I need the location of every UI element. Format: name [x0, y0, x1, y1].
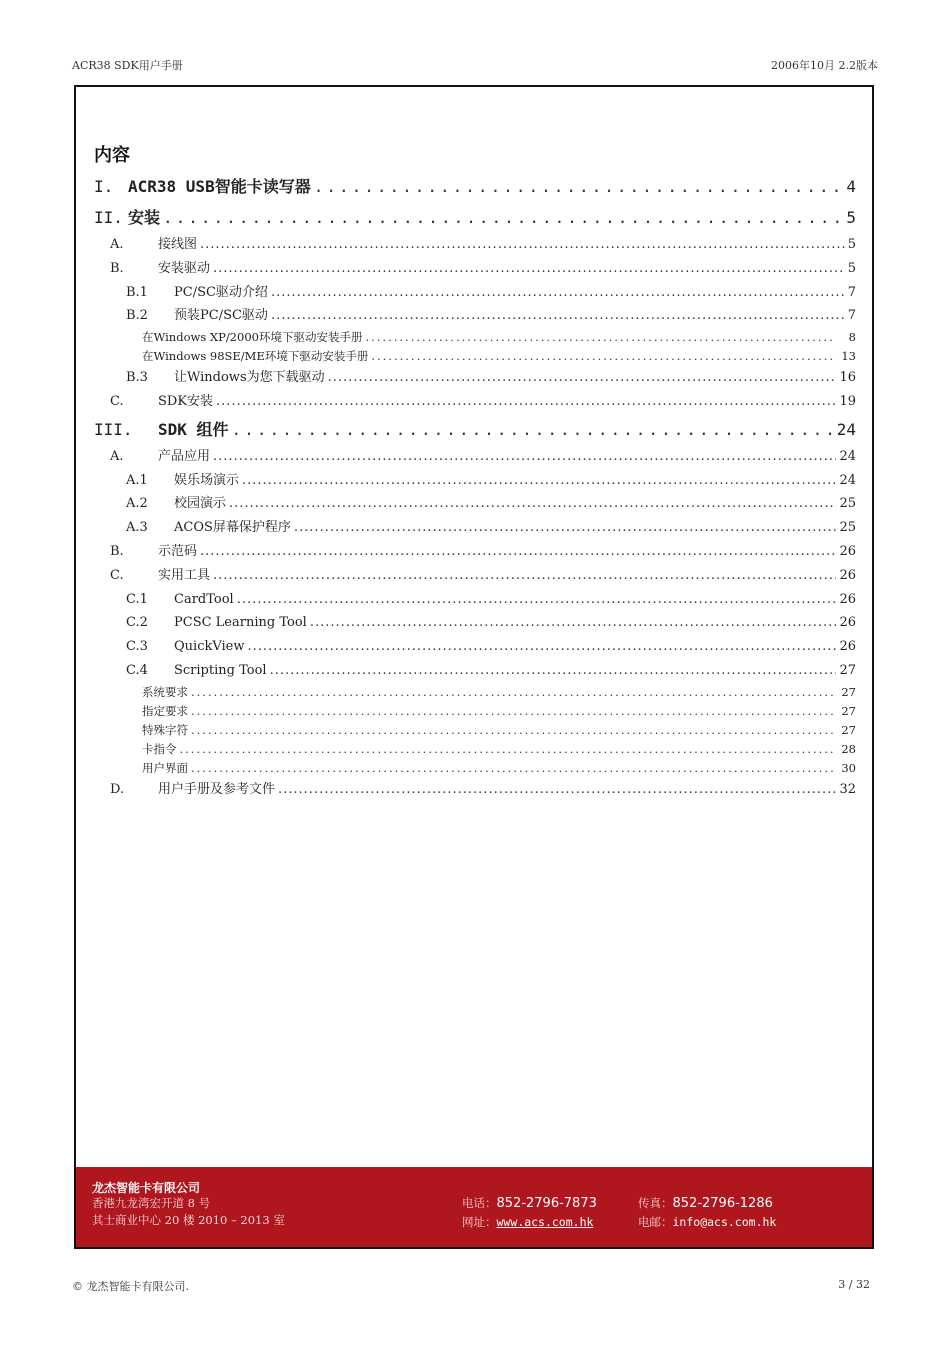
- toc-leader-dots: [371, 347, 835, 366]
- email-address[interactable]: info@acs.com.hk: [672, 1215, 777, 1229]
- toc-entry-text: 让Windows为您下载驱动: [174, 370, 325, 386]
- toc-entry-number: B.2: [126, 308, 148, 324]
- web-line: [462, 1214, 593, 1230]
- company-name: 龙杰智能卡有限公司: [92, 1181, 201, 1195]
- toc-leader-dots: [237, 588, 837, 612]
- toc-entry-page: 26: [839, 543, 856, 559]
- toc-entry[interactable]: [94, 281, 856, 305]
- toc-leader-dots: [163, 202, 843, 233]
- toc-entry-text: Scripting Tool: [174, 662, 267, 678]
- toc-leader-dots: [200, 233, 845, 257]
- toc-leader-dots: [270, 659, 837, 683]
- toc-entry-number: A.3: [126, 520, 148, 536]
- toc-leader-dots: [328, 366, 837, 390]
- toc-entry[interactable]: [94, 202, 856, 233]
- toc-entry[interactable]: [94, 366, 856, 390]
- page-frame: [74, 85, 874, 1249]
- toc-entry-number: C.3: [126, 639, 148, 655]
- toc-entry-text: 实用工具: [158, 567, 211, 583]
- toc-entry-page: 5: [847, 237, 856, 252]
- toc-entry-page: 28: [841, 741, 856, 756]
- company-address-line2: 其士商业中心 20 楼 2010 – 2013 室: [92, 1213, 285, 1227]
- toc-entry-text: ACR38 USB智能卡读写器: [128, 177, 311, 196]
- toc-entry[interactable]: [94, 492, 856, 516]
- toc-entry[interactable]: [94, 469, 856, 493]
- header-document-title: ACR38 SDK用户手册: [72, 59, 183, 72]
- toc-leader-dots: [191, 759, 835, 778]
- toc-entry-page: 27: [841, 722, 856, 737]
- toc-entry-text: 娱乐场演示: [174, 472, 240, 488]
- toc-entry-page: 30: [841, 760, 856, 775]
- toc-entry[interactable]: [94, 171, 856, 202]
- toc-entry-number: II.: [94, 208, 123, 227]
- toc-entry-text: 指定要求: [142, 703, 188, 718]
- toc-entry-number: III.: [94, 419, 133, 439]
- toc-entry-page: 32: [839, 781, 856, 797]
- fax-label: 传真：: [638, 1196, 673, 1210]
- toc-leader-dots: [191, 721, 835, 740]
- toc-leader-dots: [365, 328, 835, 347]
- toc-entry-page: 4: [846, 177, 856, 196]
- toc-leader-dots: [200, 540, 836, 564]
- toc-entry-text: CardTool: [174, 591, 234, 607]
- toc-entry-text: 系统要求: [142, 684, 188, 699]
- toc-entry-page: 13: [841, 349, 856, 364]
- toc-entry-text: PC/SC驱动介绍: [174, 284, 268, 300]
- toc-entry-page: 5: [847, 260, 856, 276]
- toc-leader-dots: [213, 445, 836, 469]
- toc-entry-page: 25: [839, 520, 856, 536]
- toc-leader-dots: [191, 683, 835, 702]
- toc-entry[interactable]: [94, 445, 856, 469]
- fax-number: 852-2796-1286: [672, 1196, 773, 1211]
- toc-entry-page: 7: [847, 284, 856, 300]
- toc-entry[interactable]: [94, 588, 856, 612]
- toc-entry-number: A.: [110, 237, 124, 252]
- toc-entry-number: A.: [110, 448, 124, 464]
- toc-entry[interactable]: [94, 304, 856, 328]
- toc-entry-text: PCSC Learning Tool: [174, 615, 307, 631]
- toc-entry-page: 27: [841, 684, 856, 699]
- toc-entry-page: 5: [846, 208, 856, 227]
- toc-entry-page: 25: [839, 496, 856, 512]
- toc-entry-page: 27: [841, 703, 856, 718]
- company-footer-band: [76, 1167, 872, 1247]
- toc-entry[interactable]: [94, 740, 856, 759]
- toc-entry-text: 在Windows XP/2000环境下驱动安装手册: [142, 330, 363, 345]
- toc-entry-page: 16: [839, 370, 856, 386]
- toc-entry-page: 26: [839, 615, 856, 631]
- toc-entry[interactable]: [94, 659, 856, 683]
- copyright-text: © 龙杰智能卡有限公司.: [72, 1280, 189, 1293]
- toc-entry-text: 预装PC/SC驱动: [174, 308, 268, 324]
- toc-entry-number: A.2: [126, 496, 148, 512]
- page-number: 3 / 32: [838, 1278, 870, 1291]
- fax-line: [638, 1195, 773, 1211]
- toc-entry-text: 用户界面: [142, 760, 188, 775]
- toc-entry-page: 8: [848, 330, 856, 345]
- toc-entry-text: 特殊字符: [142, 722, 188, 737]
- toc-leader-dots: [180, 740, 836, 759]
- toc-leader-dots: [271, 304, 845, 328]
- toc-entry-number: B.: [110, 260, 124, 276]
- toc-entry[interactable]: [94, 759, 856, 778]
- toc-entry-page: 26: [839, 591, 856, 607]
- toc-entry-text: SDK 组件: [158, 419, 229, 439]
- toc-entry[interactable]: [94, 233, 856, 257]
- toc-entry-number: B.1: [126, 284, 148, 300]
- toc-entry-number: C.: [110, 567, 124, 583]
- toc-entry-page: 19: [839, 393, 856, 409]
- toc-entry[interactable]: [94, 778, 856, 802]
- email-line: [638, 1214, 776, 1230]
- toc-leader-dots: [278, 778, 836, 802]
- toc-entry[interactable]: [94, 721, 856, 740]
- toc-entry-text: 安装驱动: [158, 260, 211, 276]
- toc-leader-dots: [242, 469, 836, 493]
- toc-entry[interactable]: [94, 516, 856, 540]
- website-link[interactable]: www.acs.com.hk: [496, 1215, 594, 1229]
- table-of-contents: [94, 145, 856, 802]
- toc-leader-dots: [271, 281, 845, 305]
- toc-entry-page: 27: [839, 662, 856, 678]
- toc-entry-page: 24: [839, 448, 856, 464]
- toc-entry-page: 24: [839, 472, 856, 488]
- toc-entry[interactable]: [94, 635, 856, 659]
- phone-label: 电话：: [462, 1196, 497, 1210]
- toc-entry-text: 校园演示: [174, 496, 227, 512]
- toc-leader-dots: [191, 702, 835, 721]
- toc-leader-dots: [294, 516, 837, 540]
- toc-entry-page: 26: [839, 567, 856, 583]
- toc-entry[interactable]: [94, 564, 856, 588]
- toc-entry-number: C.1: [126, 591, 148, 607]
- toc-entry-number: B.: [110, 543, 124, 559]
- toc-entry-text: 产品应用: [158, 448, 211, 464]
- toc-entry-text: ACOS屏幕保护程序: [174, 520, 291, 536]
- toc-title: 内容: [94, 145, 130, 166]
- toc-entry-text: 安装: [128, 208, 161, 227]
- toc-entry[interactable]: [94, 414, 856, 445]
- toc-entry-text: 接线图: [158, 237, 198, 252]
- toc-entry-number: C.: [110, 393, 124, 409]
- toc-entry-number: C.4: [126, 662, 148, 678]
- toc-entry[interactable]: [94, 702, 856, 721]
- toc-entry[interactable]: [94, 257, 856, 281]
- toc-leader-dots: [314, 171, 844, 202]
- toc-entry-text: SDK安装: [158, 393, 214, 409]
- toc-entry-number: A.1: [126, 472, 148, 488]
- page-header: [72, 57, 878, 73]
- toc-entry-page: 26: [839, 639, 856, 655]
- toc-leader-dots: [216, 390, 836, 414]
- toc-leader-dots: [229, 492, 836, 516]
- toc-entry[interactable]: [94, 347, 856, 366]
- toc-entry-number: D.: [110, 781, 125, 797]
- company-address-line1: 香港九龙湾宏开道 8 号: [92, 1196, 211, 1210]
- phone-line: [462, 1195, 597, 1211]
- phone-number: 852-2796-7873: [496, 1196, 597, 1211]
- header-date-version: 2006年10月 2.2版本: [771, 59, 878, 72]
- toc-entry[interactable]: [94, 683, 856, 702]
- toc-entry[interactable]: [94, 611, 856, 635]
- toc-entry[interactable]: [94, 390, 856, 414]
- toc-entry-text: QuickView: [174, 639, 245, 655]
- toc-entry-number: I.: [94, 177, 114, 196]
- toc-leader-dots: [310, 611, 837, 635]
- toc-entry-number: C.2: [126, 615, 148, 631]
- toc-leader-dots: [213, 257, 845, 281]
- toc-entry-text: 卡指令: [142, 741, 177, 756]
- toc-entry-page: 7: [847, 308, 856, 324]
- toc-entry-text: 用户手册及参考文件: [158, 781, 276, 797]
- toc-entry-page: 24: [836, 419, 856, 439]
- toc-leader-dots: [232, 414, 834, 445]
- toc-leader-dots: [213, 564, 836, 588]
- page-footer: [72, 1278, 870, 1294]
- toc-entry[interactable]: [94, 540, 856, 564]
- web-label: 网址：: [462, 1215, 497, 1229]
- toc-entry[interactable]: [94, 328, 856, 347]
- toc-entry-number: B.3: [126, 370, 148, 386]
- toc-leader-dots: [247, 635, 836, 659]
- toc-entry-text: 示范码: [158, 543, 198, 559]
- toc-entry-text: 在Windows 98SE/ME环境下驱动安装手册: [142, 349, 369, 364]
- email-label: 电邮：: [638, 1215, 673, 1229]
